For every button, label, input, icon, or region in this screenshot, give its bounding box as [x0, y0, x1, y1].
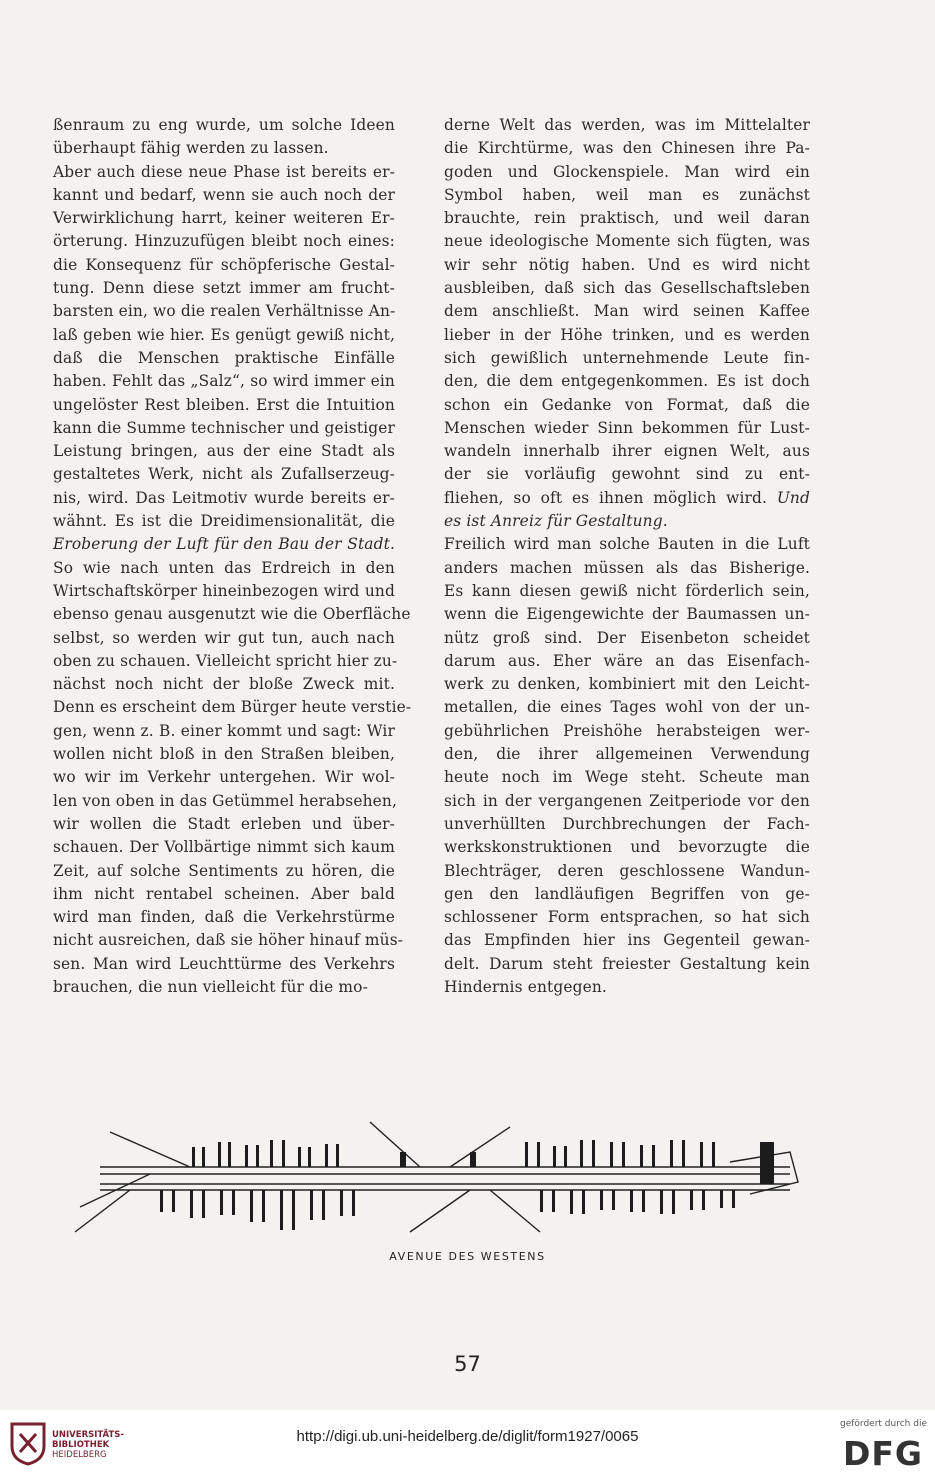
text-line: werkskonstruktionen und bevorzugte die: [444, 838, 810, 857]
text-line: überhaupt fähig werden zu lassen.: [53, 139, 329, 158]
footer-bar: [0, 1410, 935, 1479]
text-line: sich gewißlich unternehmende Leute fin-: [444, 348, 810, 367]
text-line: brauchte, rein praktisch, und weil daran: [444, 209, 810, 228]
text-line: ausbleiben, daß sich das Gesellschaftsleben: [444, 279, 810, 298]
text-line: es ist Anreiz für Gestaltung.: [444, 512, 668, 531]
text-line: ebenso genau ausgenutzt wie die Oberfläche: [53, 605, 411, 624]
text-line: ungelöster Rest bleiben. Erst die Intuition: [53, 395, 395, 414]
text-line: wir wollen die Stadt erleben und über-: [53, 814, 395, 833]
text-line: So wie nach unten das Erdreich in den: [53, 558, 395, 577]
text-line: Wirtschaftskörper hineinbezogen wird und: [53, 581, 395, 600]
text-line: schauen. Der Vollbärtige nimmt sich kaum: [53, 838, 395, 857]
page-number: 57: [454, 1352, 481, 1376]
text-line: len von oben in das Getümmel herabsehen,: [53, 791, 398, 810]
text-line: örterung. Hinzuzufügen bleibt noch eines:: [53, 232, 395, 251]
funding-label: gefördert durch die: [840, 1419, 927, 1429]
text-line: fliehen, so oft es ihnen möglich wird. Und: [444, 488, 810, 507]
text-line: haben. Fehlt das „Salz“, so wird immer ein: [53, 372, 395, 391]
text-line: Freilich wird man solche Bauten in die Luft: [444, 535, 810, 554]
text-line: schon ein Gedanke von Format, daß die: [444, 395, 810, 414]
text-line: Aber auch diese neue Phase ist bereits er-: [53, 162, 395, 181]
text-line: Zeit, auf solche Sentiments zu hören, die: [53, 861, 395, 880]
text-line: selbst, so werden wir gut tun, auch nach: [53, 628, 395, 647]
text-line: wähnt. Es ist die Dreidimensionalität, die: [53, 512, 395, 531]
text-line: gebührlichen Preishöhe herabsteigen wer-: [444, 721, 810, 740]
text-line: dem anschließt. Man wird seinen Kaffee: [444, 302, 810, 321]
text-line: die Konsequenz für schöpferische Gestal-: [53, 255, 395, 274]
avenue-illustration: [70, 1112, 810, 1247]
text-line: wir sehr nötig haben. Und es wird nicht: [444, 255, 810, 274]
text-line: Verwirklichung harrt, keiner weiteren Er-: [53, 209, 395, 228]
text-line: Symbol haben, weil man es zunächst: [444, 185, 810, 204]
text-line: wenn die Eigengewichte der Baumassen un-: [444, 605, 810, 624]
text-line: heute noch im Wege steht. Scheute man: [444, 768, 810, 787]
italic-emphasis: Und: [776, 488, 810, 507]
text-line: unverhüllten Durchbrechungen der Fach-: [444, 814, 810, 833]
text-line: sich in der vergangenen Zeitperiode vor den: [444, 791, 810, 810]
text-line: Hindernis entgegen.: [444, 977, 607, 996]
text-line: daß die Menschen praktische Einfälle: [53, 348, 395, 367]
text-line: Blechträger, deren geschlossene Wandun-: [444, 861, 810, 880]
text-line: gen, wenn z. B. einer kommt und sagt: Wir: [53, 721, 395, 740]
text-line: barsten ein, wo die realen Verhältnisse An-: [53, 302, 396, 321]
text-line: nächst noch nicht der bloße Zweck mit.: [53, 675, 395, 694]
text-line: derne Welt das werden, was im Mittelalter: [444, 116, 810, 134]
library-line-1: UNIVERSITÄTS-: [52, 1430, 124, 1440]
text-line: darum aus. Eher wäre an das Eisenfach-: [444, 651, 810, 670]
text-line: tung. Denn diese setzt immer am frucht-: [53, 279, 395, 298]
right-text-column: [444, 114, 810, 999]
text-line: lieber in der Höhe trinken, und es werden: [444, 325, 810, 344]
text-line: schlossener Form entsprachen, so hat sich: [444, 908, 810, 927]
text-line: wandeln innerhalb ihrer eignen Welt, aus: [444, 442, 810, 461]
text-line: wo wir im Verkehr untergehen. Wir wol-: [53, 768, 395, 787]
text-line: Menschen wieder Sinn bekommen für Lust-: [444, 418, 810, 437]
figure-caption: AVENUE DES WESTENS: [389, 1250, 546, 1263]
text-line: nicht ausreichen, daß sie höher hinauf müs-: [53, 931, 404, 950]
text-line: Es kann diesen gewiß nicht förderlich sein,: [444, 581, 810, 600]
text-line: nis, wird. Das Leitmotiv wurde bereits er-: [53, 488, 395, 507]
text-line: der sie vorläufig gewohnt sind zu ent-: [444, 465, 810, 484]
text-line: laß geben wie hier. Es genügt gewiß nicht,: [53, 325, 395, 344]
library-line-3: HEIDELBERG: [52, 1450, 107, 1460]
text-line: delt. Darum steht freiester Gestaltung kein: [444, 954, 810, 973]
text-line: gestaltetes Werk, nicht als Zufallserzeug-: [53, 465, 395, 484]
dfg-logo[interactable]: DFG: [842, 1434, 923, 1473]
text-line: brauchen, die nun vielleicht für die mo-: [53, 977, 368, 996]
text-line: den, die ihrer allgemeinen Verwendung: [444, 745, 810, 764]
text-line: kann die Summe technischer und geistiger: [53, 418, 395, 437]
text-line: wollen nicht bloß in den Straßen bleiben,: [53, 745, 395, 764]
text-line: die Kirchtürme, was den Chinesen ihre Pa-: [444, 139, 810, 158]
text-line: Denn es erscheint dem Bürger heute verstie-: [53, 698, 412, 717]
text-line: ßenraum zu eng wurde, um solche Ideen: [53, 116, 395, 134]
source-url-link[interactable]: http://digi.ub.uni-heidelberg.de/diglit/form1927/0065: [296, 1428, 639, 1445]
text-line: Leistung bringen, aus der eine Stadt als: [53, 442, 395, 461]
text-line: kannt und bedarf, wenn sie auch noch der: [53, 185, 395, 204]
text-line: das Empfinden hier ins Gegenteil gewan-: [444, 931, 810, 950]
text-line: ihm nicht rentabel scheinen. Aber bald: [53, 884, 395, 903]
text-line: oben zu schauen. Vielleicht spricht hier zu-: [53, 651, 398, 670]
text-line: metallen, die eines Tages wohl von der un-: [444, 698, 810, 717]
text-line: sen. Man wird Leuchttürme des Verkehrs: [53, 954, 395, 973]
left-text-column: [53, 114, 412, 999]
text-line: anders machen müssen als das Bisherige.: [444, 558, 810, 577]
text-line: gen den landläufigen Begriffen von ge-: [444, 884, 810, 903]
text-line: Eroberung der Luft für den Bau der Stadt.: [53, 535, 395, 554]
text-line: neue ideologische Momente sich fügten, was: [444, 232, 810, 251]
text-line: wird man finden, daß die Verkehrstürme: [53, 908, 395, 927]
library-line-2: BIBLIOTHEK: [52, 1440, 110, 1450]
text-line: goden und Glockenspiele. Man wird ein: [444, 162, 810, 181]
text-line: nütz groß sind. Der Eisenbeton scheidet: [444, 628, 810, 647]
text-line: den, die dem entgegenkommen. Es ist doch: [444, 372, 810, 391]
text-line: werk zu denken, kombiniert mit den Leicht-: [444, 675, 810, 694]
